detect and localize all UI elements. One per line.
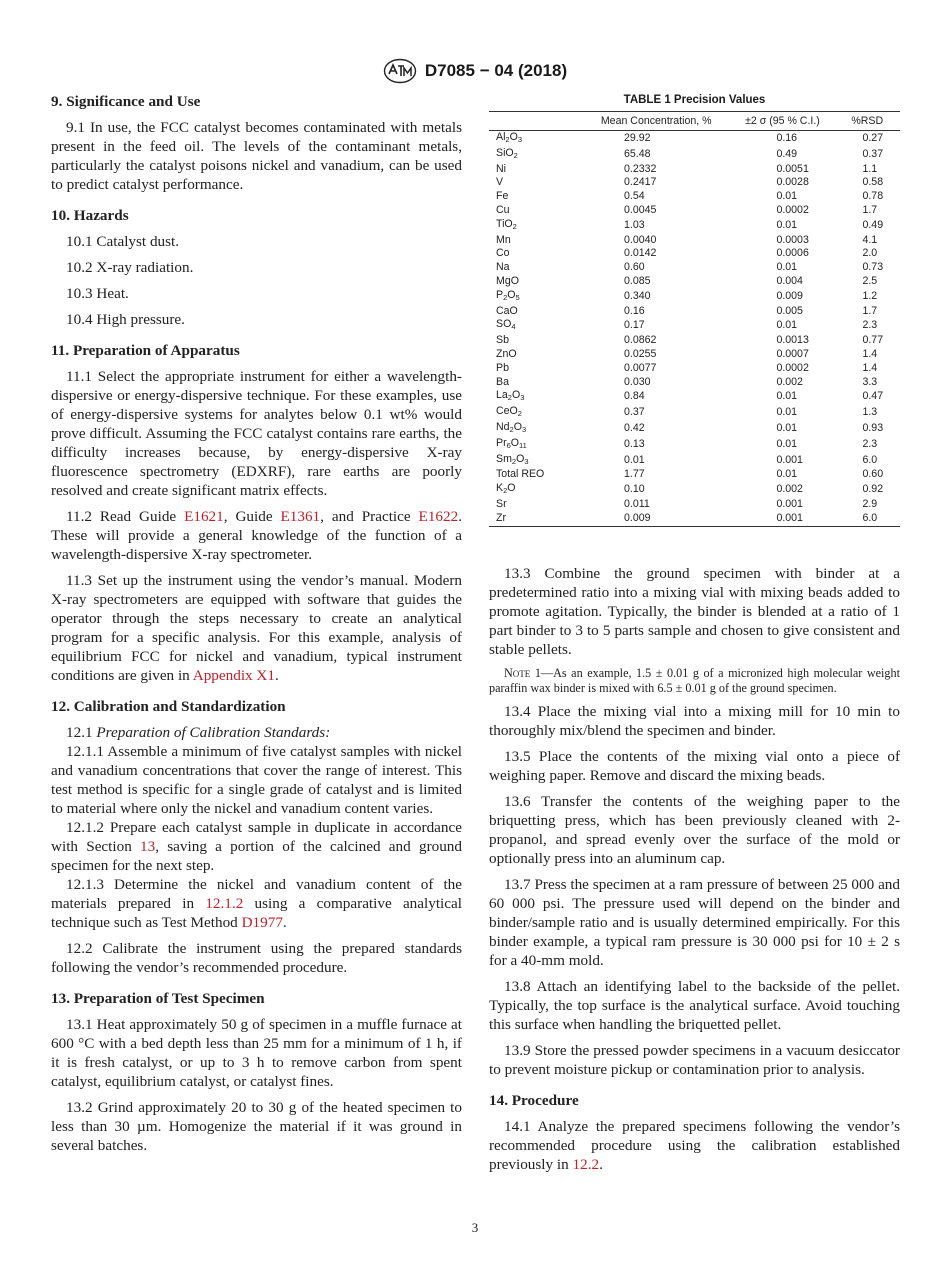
analyte-base: MgO — [496, 274, 519, 287]
analyte-subscript: 2 — [507, 393, 512, 403]
confidence-interval-cell: 0.49 — [776, 147, 798, 160]
table-row — [489, 389, 900, 405]
analyte-base: Ni — [496, 162, 507, 175]
paragraph: 10.2 X-ray radiation. — [66, 259, 194, 276]
mean-concentration-cell: 0.17 — [624, 319, 645, 332]
section-heading: 12. Calibration and Standardization — [51, 698, 286, 715]
table-row — [489, 305, 900, 319]
paragraph — [51, 875, 462, 932]
confidence-interval-cell: 0.0051 — [776, 162, 809, 175]
analyte-cell — [489, 512, 582, 526]
rsd-cell: 6.0 — [862, 453, 878, 466]
table-row — [489, 289, 900, 305]
mean-concentration-cell: 1.77 — [624, 468, 645, 481]
analyte-subscript: 2 — [503, 292, 508, 302]
analyte-subscript: 11 — [519, 440, 527, 450]
paragraph: 10.3 Heat. — [66, 285, 129, 302]
confidence-interval-cell: 0.0002 — [776, 203, 809, 216]
rsd-cell: 0.93 — [862, 421, 884, 434]
mean-concentration-cell: 0.030 — [624, 375, 651, 388]
link-e1361[interactable]: E1361 — [280, 508, 321, 525]
mean-concentration-cell: 0.84 — [624, 390, 645, 403]
table-row — [489, 218, 900, 234]
table-row — [489, 498, 900, 512]
precision-values-table — [489, 111, 900, 527]
analyte-cell — [489, 376, 582, 390]
subsection-title: Preparation of Calibration Standards: — [96, 724, 331, 741]
text-run: 11.2 Read Guide — [66, 508, 185, 525]
column-header — [489, 112, 582, 131]
analyte-part: O — [507, 482, 516, 495]
confidence-interval-cell: 0.002 — [776, 375, 803, 388]
mean-concentration-cell: 0.0040 — [624, 233, 657, 246]
text-run: 12.1 — [66, 724, 97, 741]
rsd-cell: 0.78 — [862, 190, 884, 203]
rsd-cell: 0.37 — [862, 147, 884, 160]
paragraph: 13.5 Place the contents of the mixing vial onto a piece of weighing paper. Remove and discard the mixing beads. — [489, 748, 900, 784]
rsd-cell: 0.77 — [862, 334, 884, 347]
analyte-cell — [489, 261, 582, 275]
table-row — [489, 421, 900, 437]
analyte-cell — [489, 437, 582, 453]
note — [489, 666, 900, 696]
analyte-subscript: 3 — [521, 424, 527, 434]
rsd-cell: 1.1 — [862, 162, 878, 175]
table-row — [489, 318, 900, 334]
paragraph — [51, 723, 462, 742]
confidence-interval-cell: 0.16 — [776, 132, 798, 144]
text-run: 12.1.3 Determine the nickel and vanadium content of the materials prepared in — [51, 876, 462, 912]
paragraph — [51, 507, 462, 564]
text-run: 12.1.2 Prepare each catalyst sample in duplicate in accordance with Section — [51, 819, 462, 855]
analyte-part: O — [507, 288, 516, 301]
section-heading: 13. Preparation of Test Specimen — [51, 990, 265, 1007]
rsd-cell: 0.27 — [862, 132, 884, 144]
analyte-base: Sr — [496, 497, 507, 510]
analyte-cell — [489, 234, 582, 248]
page-number: 3 — [471, 1220, 479, 1235]
mean-concentration-cell: 0.16 — [624, 304, 645, 317]
table-header-row — [489, 112, 900, 131]
confidence-interval-cell: 0.01 — [776, 437, 798, 450]
paragraph: 13.8 Attach an identifying label to the backside of the pellet. Typically, the top surface is the analytical surface. Avoid touching this surface when handling the briquetted pellet. — [489, 978, 900, 1033]
text-run: , Guide — [223, 508, 281, 525]
text-run: . — [275, 667, 279, 684]
table-row — [489, 362, 900, 376]
analyte-cell — [489, 275, 582, 289]
paragraph: 13.7 Press the specimen at a ram pressure of between 25 000 and 60 000 psi. The pressure used will depend on the binder and binder/sample ratio and is usually determined empirically. For this binder example, a typical ram pressure is 30 000 psi for 10 ± 2 s for a 40-mm mold. — [489, 876, 900, 969]
analyte-base: Al — [496, 131, 506, 143]
table-row — [489, 204, 900, 218]
mean-concentration-cell: 0.60 — [624, 261, 645, 274]
confidence-interval-cell: 0.0002 — [776, 361, 809, 374]
analyte-base: Pr — [496, 436, 507, 449]
analyte-cell — [489, 334, 582, 348]
rsd-cell: 2.0 — [862, 247, 878, 260]
analyte-subscript: 3 — [524, 456, 529, 466]
analyte-base: SiO — [496, 146, 514, 159]
analyte-cell — [489, 318, 582, 334]
mean-concentration-cell: 0.10 — [624, 483, 645, 496]
paragraph: 12.1.1 Assemble a minimum of five catalyst samples with nickel and vanadium concentrations that cover the range of interest. This test method is specific for a single grade of catalyst and is limited to material where only the nickel and vanadium content varies. — [51, 743, 462, 817]
analyte-part: O — [513, 420, 522, 433]
analyte-cell — [489, 348, 582, 362]
mean-concentration-cell: 0.011 — [624, 497, 650, 510]
analyte-cell — [489, 190, 582, 204]
text-run: , saving a portion of the calcined and ground specimen for the next step. — [51, 838, 462, 874]
paragraph: 13.3 Combine the ground specimen with binder at a predetermined ratio into a mixing vial with mixing beads added to promote agitation. Typically, the binder is blended at a ratio of 1 part binder to 3 to 5 parts sample and chosen to give consistent and stable pellets. — [489, 565, 900, 658]
analyte-part: O — [510, 436, 520, 449]
analyte-base: Co — [496, 247, 510, 260]
analyte-cell — [489, 498, 582, 512]
confidence-interval-cell: 0.01 — [776, 190, 798, 203]
rsd-cell: 2.9 — [862, 497, 878, 510]
analyte-base: Pb — [496, 361, 509, 374]
mean-concentration-cell: 0.54 — [624, 190, 645, 203]
confidence-interval-cell: 0.009 — [776, 289, 803, 302]
confidence-interval-cell: 0.01 — [776, 468, 798, 481]
text-run: . — [282, 914, 287, 931]
rsd-cell: 6.0 — [862, 511, 878, 524]
table-row — [489, 468, 900, 482]
link-d1977[interactable]: D1977 — [241, 914, 283, 931]
rsd-cell: 1.4 — [862, 361, 878, 374]
paragraph: 13.6 Transfer the contents of the weighing paper to the briquetting press, which has been previously cleaned with 2-propanol, and spread evenly over the surface of the mold or optionally press into an aluminum cap. — [489, 793, 900, 867]
analyte-subscript: 2 — [503, 486, 508, 496]
mean-concentration-cell: 29.92 — [624, 132, 651, 144]
confidence-interval-cell: 0.0013 — [776, 334, 809, 347]
table-row — [489, 405, 900, 421]
rsd-cell: 2.5 — [862, 274, 878, 287]
analyte-cell — [489, 247, 582, 261]
analyte-base: ZnO — [496, 347, 517, 360]
mean-concentration-cell: 0.085 — [624, 274, 651, 287]
section-heading: 10. Hazards — [51, 207, 129, 224]
table-row — [489, 261, 900, 275]
mean-concentration-cell: 0.13 — [624, 437, 645, 450]
mean-concentration-cell: 0.0077 — [624, 361, 657, 374]
table-row — [489, 334, 900, 348]
page-header — [0, 58, 950, 89]
text-run: 11.3 Set up the instrument using the vendor’s manual. Modern X-ray spectrometers are equipped with software that guides the operator through the steps necessary to create an analytical program for a specific analysis. For this example, analysis of equilibrium FCC for nickel and vanadium, typical instrument conditions are given in — [51, 572, 462, 684]
paragraph — [51, 571, 462, 685]
analyte-cell — [489, 289, 582, 305]
table-row — [489, 163, 900, 177]
paragraph: 13.4 Place the mixing vial into a mixing mill for 10 min to thoroughly mix/blend the specimen and binder. — [489, 703, 900, 739]
analyte-cell — [489, 453, 582, 469]
link-e1621[interactable]: E1621 — [184, 508, 224, 525]
confidence-interval-cell: 0.0007 — [776, 347, 809, 360]
analyte-cell — [489, 405, 582, 421]
column-header: ±2 σ (95 % C.I.) — [745, 115, 820, 127]
analyte-base: TiO — [496, 217, 513, 230]
analyte-cell — [489, 163, 582, 177]
analyte-cell — [489, 218, 582, 234]
analyte-cell — [489, 131, 582, 147]
note-label: Note 1 — [504, 666, 541, 680]
mean-concentration-cell: 0.0045 — [624, 203, 657, 216]
confidence-interval-cell: 0.001 — [776, 453, 803, 466]
confidence-interval-cell: 0.01 — [776, 218, 798, 231]
analyte-base: Sm — [496, 452, 512, 465]
analyte-subscript: 2 — [512, 221, 517, 231]
analyte-cell — [489, 468, 582, 482]
confidence-interval-cell: 0.004 — [776, 274, 803, 287]
analyte-base: CaO — [496, 304, 518, 317]
mean-concentration-cell: 65.48 — [624, 147, 651, 160]
mean-concentration-cell: 0.2417 — [624, 176, 657, 189]
analyte-base: La — [496, 389, 508, 402]
paragraph: 11.1 Select the appropriate instrument for either a wavelength-dispersive or energy-dispersive technique. For these examples, use of energy-dispersive systems for analytes below 0.1 wt% would prove difficult. Assuming the FCC catalyst contains rare earths, the difficulty increases because, by energy-dispersive X-ray fluorescence spectrometry (EDXRF), rare earths are poorly resolved and create significant matrix effects. — [51, 368, 462, 499]
rsd-cell: 1.7 — [862, 203, 878, 216]
mean-concentration-cell: 0.0255 — [624, 347, 657, 360]
link-12-1-2[interactable]: 12.1.2 — [205, 895, 244, 912]
analyte-subscript: 5 — [515, 292, 520, 302]
rsd-cell: 0.92 — [862, 483, 884, 496]
analyte-subscript: 2 — [505, 135, 510, 144]
table-row — [489, 348, 900, 362]
analyte-cell — [489, 204, 582, 218]
rsd-cell: 1.2 — [862, 289, 878, 302]
confidence-interval-cell: 0.001 — [776, 511, 803, 524]
table-row — [489, 482, 900, 498]
text-run: , and Practice — [320, 508, 419, 525]
analyte-subscript: 4 — [511, 322, 516, 332]
analyte-cell — [489, 305, 582, 319]
rsd-cell: 2.3 — [862, 437, 878, 450]
link-appendix-x1[interactable]: Appendix X1 — [192, 667, 275, 684]
confidence-interval-cell: 0.0028 — [776, 176, 809, 189]
analyte-cell — [489, 389, 582, 405]
analyte-subscript: 2 — [511, 456, 517, 466]
confidence-interval-cell: 0.01 — [776, 261, 798, 274]
table-row — [489, 190, 900, 204]
analyte-base: CeO — [496, 405, 518, 418]
text-run: . These will provide a general knowledge of the function of a wavelength-dispersive X-ray spectrometer. — [51, 508, 462, 563]
rsd-cell: 3.3 — [862, 375, 878, 388]
confidence-interval-cell: 0.001 — [776, 497, 803, 510]
paragraph: 10.4 High pressure. — [66, 311, 185, 328]
mean-concentration-cell: 0.009 — [624, 511, 651, 524]
table-row — [489, 176, 900, 190]
analyte-subscript: 2 — [509, 424, 514, 434]
analyte-base: Fe — [496, 190, 509, 203]
analyte-cell — [489, 362, 582, 376]
analyte-cell — [489, 176, 582, 190]
section-heading: 11. Preparation of Apparatus — [51, 342, 240, 359]
confidence-interval-cell: 0.01 — [776, 406, 798, 419]
mean-concentration-cell: 0.2332 — [624, 162, 657, 175]
rsd-cell: 1.3 — [862, 406, 878, 419]
document-code: D7085 − 04 (2018) — [424, 61, 568, 80]
rsd-cell: 0.73 — [862, 261, 884, 274]
rsd-cell: 0.60 — [862, 468, 884, 481]
rsd-cell: 1.4 — [862, 347, 878, 360]
text-run: 14.1 Analyze the prepared specimens following the vendor’s recommended procedure using the calibration established previously in — [489, 1118, 900, 1173]
text-run: . — [599, 1156, 603, 1173]
analyte-part: O — [509, 131, 518, 143]
rsd-cell: 0.47 — [862, 390, 884, 403]
analyte-base: Cu — [496, 203, 510, 216]
mean-concentration-cell: 0.340 — [624, 289, 651, 302]
link-12-2[interactable]: 12.2 — [572, 1156, 600, 1173]
table-row — [489, 147, 900, 163]
analyte-base: P — [496, 288, 504, 301]
confidence-interval-cell: 0.005 — [776, 304, 803, 317]
confidence-interval-cell: 0.0006 — [776, 247, 809, 260]
analyte-subscript: 3 — [517, 135, 523, 144]
paragraph: 12.2 Calibrate the instrument using the prepared standards following the vendor’s recommended procedure. — [51, 940, 462, 976]
table-row — [489, 512, 900, 526]
paragraph: 10.1 Catalyst dust. — [66, 233, 180, 250]
analyte-base: Mn — [496, 233, 511, 246]
analyte-subscript: 6 — [506, 440, 511, 450]
confidence-interval-cell: 0.0003 — [776, 233, 809, 246]
precision-table — [489, 94, 900, 527]
analyte-subscript: 2 — [513, 150, 518, 160]
paragraph: 9.1 In use, the FCC catalyst becomes contaminated with metals present in the feed oil. The levels of the contaminant metals, particularly the catalyst poisons nickel and vanadium, can be used to predict catalyst performance. — [51, 119, 462, 193]
table-row — [489, 376, 900, 390]
mean-concentration-cell: 0.42 — [624, 421, 645, 434]
analyte-base: Total REO — [496, 468, 545, 481]
analyte-cell — [489, 482, 582, 498]
analyte-base: Zr — [496, 511, 506, 524]
table-row — [489, 234, 900, 248]
paragraph: 13.9 Store the pressed powder specimens in a vacuum desiccator to prevent moisture pickup or contamination prior to analysis. — [489, 1042, 900, 1078]
analyte-part: O — [511, 389, 521, 402]
paragraph: 13.1 Heat approximately 50 g of specimen in a muffle furnace at 600 °C with a bed depth less than 25 mm for a minimum of 1 h, if it is fresh catalyst, or up to 3 h to remove carbon from spent catalyst, equilibrium catalyst, or catalyst fines. — [51, 1016, 462, 1090]
table-row — [489, 437, 900, 453]
rsd-cell: 1.7 — [862, 304, 878, 317]
confidence-interval-cell: 0.002 — [776, 483, 803, 496]
analyte-subscript: 2 — [517, 409, 522, 419]
analyte-base: Sb — [496, 334, 509, 347]
column-header: Mean Concentration, % — [600, 115, 712, 127]
analyte-base: V — [496, 176, 504, 189]
analyte-base: K — [496, 482, 504, 495]
table-title: TABLE 1 Precision Values — [623, 94, 766, 106]
paragraph: 13.2 Grind approximately 20 to 30 g of the heated specimen to less than 30 µm. Homogenize the material if it was ground in several batches. — [51, 1099, 462, 1154]
analyte-base: Nd — [496, 420, 510, 433]
column-header: %RSD — [851, 115, 884, 127]
table-row — [489, 275, 900, 289]
mean-concentration-cell: 0.01 — [624, 453, 645, 466]
section-heading: 9. Significance and Use — [51, 93, 201, 110]
left-column — [51, 92, 462, 1162]
rsd-cell: 2.3 — [862, 319, 878, 332]
mean-concentration-cell: 0.0862 — [624, 334, 657, 347]
paragraph — [51, 818, 462, 875]
table-row — [489, 247, 900, 261]
analyte-base: Ba — [496, 375, 509, 388]
confidence-interval-cell: 0.01 — [776, 390, 798, 403]
analyte-base: SO — [496, 318, 512, 331]
analyte-subscript: 3 — [520, 393, 525, 403]
analyte-part: O — [516, 452, 525, 465]
mean-concentration-cell: 0.0142 — [624, 247, 657, 260]
rsd-cell: 0.58 — [862, 176, 884, 189]
analyte-cell — [489, 147, 582, 163]
mean-concentration-cell: 0.37 — [624, 406, 645, 419]
confidence-interval-cell: 0.01 — [776, 319, 798, 332]
paragraph — [489, 1117, 900, 1174]
rsd-cell: 0.49 — [862, 218, 884, 231]
confidence-interval-cell: 0.01 — [776, 421, 798, 434]
section-heading: 14. Procedure — [489, 1092, 579, 1109]
link-e1622[interactable]: E1622 — [418, 508, 459, 525]
link-section-13[interactable]: 13 — [140, 838, 156, 855]
right-column — [489, 564, 900, 1181]
table-row — [489, 131, 900, 147]
mean-concentration-cell: 1.03 — [624, 218, 645, 231]
note-text: —As an example, 1.5 ± 0.01 g of a micronized high molecular weight paraffin wax binder is mixed with 6.5 ± 0.01 g of the ground specimen. — [489, 666, 901, 695]
rsd-cell: 4.1 — [862, 233, 878, 246]
text-run: using a comparative analytical technique such as Test Method — [51, 895, 462, 931]
analyte-cell — [489, 421, 582, 437]
table-row — [489, 453, 900, 469]
astm-logo-icon — [383, 58, 417, 84]
analyte-base: Na — [496, 261, 510, 274]
